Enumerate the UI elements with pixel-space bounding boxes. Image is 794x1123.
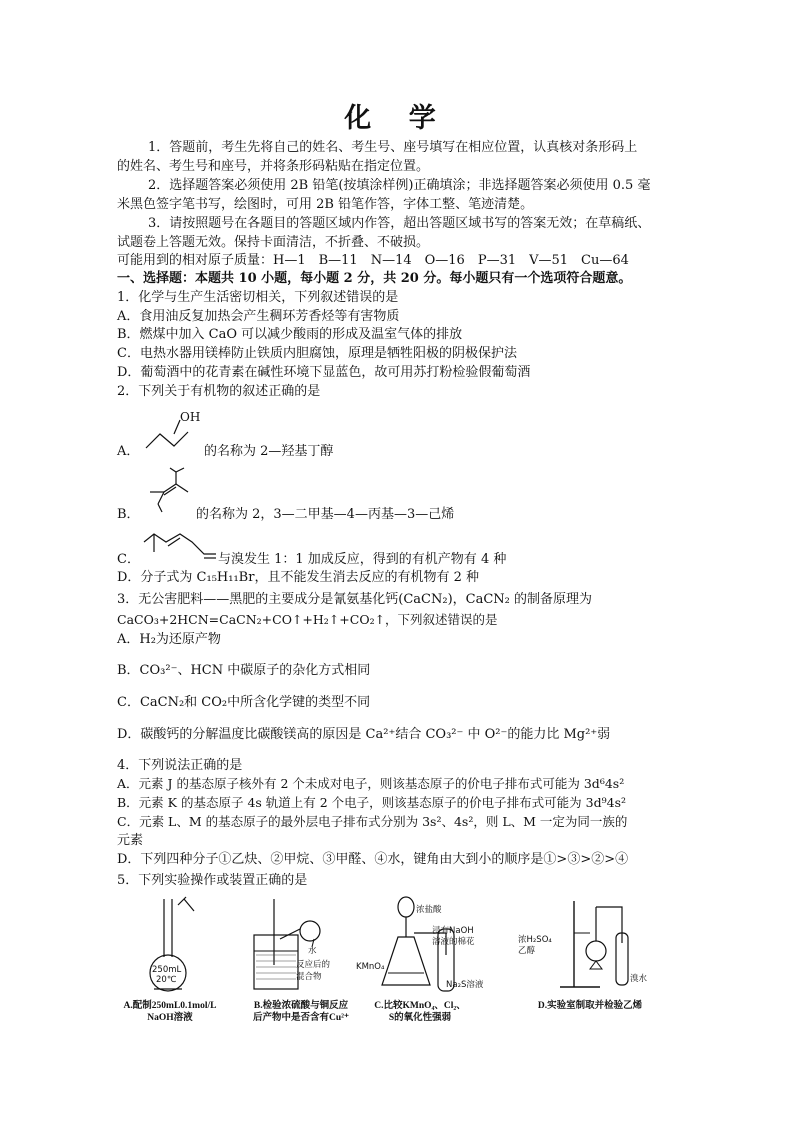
q1-option-b: B．燃煤中加入 CaO 可以减少酸雨的形成及温室气体的排放 [117,327,463,342]
instruction-1a: 1．答题前，考生先将自己的姓名、考生号、座号填写在相应位置，认真核对条形码上 [148,140,638,155]
q2-option-a-text: 的名称为 2—羟基丁醇 [204,444,334,459]
instruction-3b: 试题卷上答题无效。保持卡面清洁，不折叠、不破损。 [117,235,430,250]
q1-option-a: A．食用油反复加热会产生稠环芳香烃等有害物质 [117,309,400,324]
hexene-structure [140,466,200,516]
diene-structure [140,528,220,562]
mixture-label-1: 反应后的 [296,960,331,970]
conc-hcl-label: 浓盐酸 [416,905,442,915]
naoh-cotton-label-1: 浸有NaOH [432,926,474,936]
q4-option-d: D．下列四种分子①乙炔、②甲烷、③甲醛、④水，键角由大到小的顺序是①>③>②>④ [117,852,629,867]
q2-option-c-prefix: C． [117,552,140,567]
q2-option-a-prefix: A． [117,444,140,459]
q2-option-d: D．分子式为 C₁₅H₁₁Br，且不能发生消去反应的有机物有 2 种 [117,570,479,585]
q2-oh-label: OH [180,410,201,424]
h2so4-label: 浓H₂SO₄ [518,935,552,945]
q1-stem: 1．化学与生产生活密切相关，下列叙述错误的是 [117,290,399,305]
q2-option-b-prefix: B． [117,507,140,522]
instruction-2a: 2．选择题答案必须使用 2B 铅笔(按填涂样例)正确填涂；非选择题答案必须使用 0.5 毫 [148,178,651,193]
figure-b-caption-line1: B.检验浓硫酸与铜反应 [253,1001,349,1011]
q3-option-a: A．H₂为还原产物 [117,632,221,647]
naoh-cotton-label-2: 溶液的棉花 [432,937,475,947]
q2-option-b-text: 的名称为 2，3—二甲基—4—丙基—3—己烯 [196,507,455,522]
figure-c-caption-line2: S的氧化性强弱 [388,1013,452,1023]
figure-b-caption [236,1000,366,1024]
mixture-label-2: 混合物 [296,972,322,982]
page-title: 化 学 [344,103,450,134]
flask-volume-label: 250mL [152,965,182,975]
ethanol-label: 乙醇 [518,946,536,956]
flask-temp-label: 20℃ [156,975,177,985]
q5-stem: 5．下列实验操作或装置正确的是 [117,873,308,888]
q4-option-b: B．元素 K 的基态原子 4s 轨道上有 2 个电子，则该基态原子的价电子排布式可能为 3d⁹4s² [117,795,627,810]
water-label: 水 [308,946,317,956]
kmno4-label: KMnO₄ [356,962,385,972]
na2s-label: Na₂S溶液 [446,980,484,990]
q1-option-d: D．葡萄酒中的花青素在碱性环境下显蓝色，故可用苏打粉检验假葡萄酒 [117,365,531,380]
q4-option-c-1: C．元素 L、M 的基态原子的最外层电子排布式分别为 3s²、4s²，则 L、M 一定为同一族的 [117,814,628,829]
bromine-water-label: 溴水 [630,974,648,984]
figure-d-caption [520,1000,660,1012]
q1-option-c: C．电热水器用镁棒防止铁质内胆腐蚀，原理是牺牲阳极的阴极保护法 [117,346,517,361]
atomic-masses: 可能用到的相对原子质量：H—1 B—11 N—14 O—16 P—31 V—51 Cu—64 [117,253,629,268]
instruction-1b: 的姓名、考生号和座号，并将条形码粘贴在指定位置。 [117,159,430,174]
q4-stem: 4．下列说法正确的是 [117,758,243,773]
figure-a-caption-line2: NaOH溶液 [147,1013,193,1023]
figure-a-caption [110,1000,230,1024]
q3-option-b: B．CO₃²⁻、HCN 中碳原子的杂化方式相同 [117,663,371,678]
q3-option-c: C．CaCN₂和 CO₂中所含化学键的类型不同 [117,695,371,710]
q2-stem: 2．下列关于有机物的叙述正确的是 [117,384,321,399]
figure-b-caption-line2: 后产物中是否含有Cu²⁺ [252,1013,349,1023]
q2-option-c-text: 与溴发生 1：1 加成反应，得到的有机产物有 4 种 [218,552,507,567]
instruction-3a: 3．请按照题号在各题目的答题区域内作答，超出答题区域书写的答案无效；在草稿纸、 [148,216,651,231]
q4-option-c-2: 元素 [117,833,144,848]
section-heading: 一、选择题：本题共 10 小题，每小题 2 分，共 20 分。每小题只有一个选项符合题意。 [117,271,632,286]
figure-a-caption-line1: A.配制250mL0.1mol/L [123,1001,217,1011]
q3-stem-1: 3．无公害肥料——黑肥的主要成分是氰氨基化钙(CaCN₂)，CaCN₂ 的制备原理为 [117,592,593,607]
q3-option-d: D．碳酸钙的分解温度比碳酸镁高的原因是 Ca²⁺结合 CO₃²⁻ 中 O²⁻的能力比 Mg²⁺弱 [117,727,611,742]
figure-c-caption [360,1000,480,1024]
instruction-2b: 米黑色签字笔书写，绘图时，可用 2B 铅笔作答，字体工整、笔迹清楚。 [117,197,534,212]
figure-c-caption-line1: C.比较KMnO₄、Cl₂、 [374,1001,466,1011]
beaker-figure [240,895,350,995]
q3-stem-2: CaCO₃+2HCN=CaCN₂+CO↑+H₂↑+CO₂↑，下列叙述错误的是 [117,612,498,627]
figure-d-caption-line1: D.实验室制取并检验乙烯 [537,1001,643,1011]
q4-option-a: A．元素 J 的基态原子核外有 2 个未成对电子，则该基态原子的价电子排布式可能为 3d⁶4s² [117,776,625,791]
